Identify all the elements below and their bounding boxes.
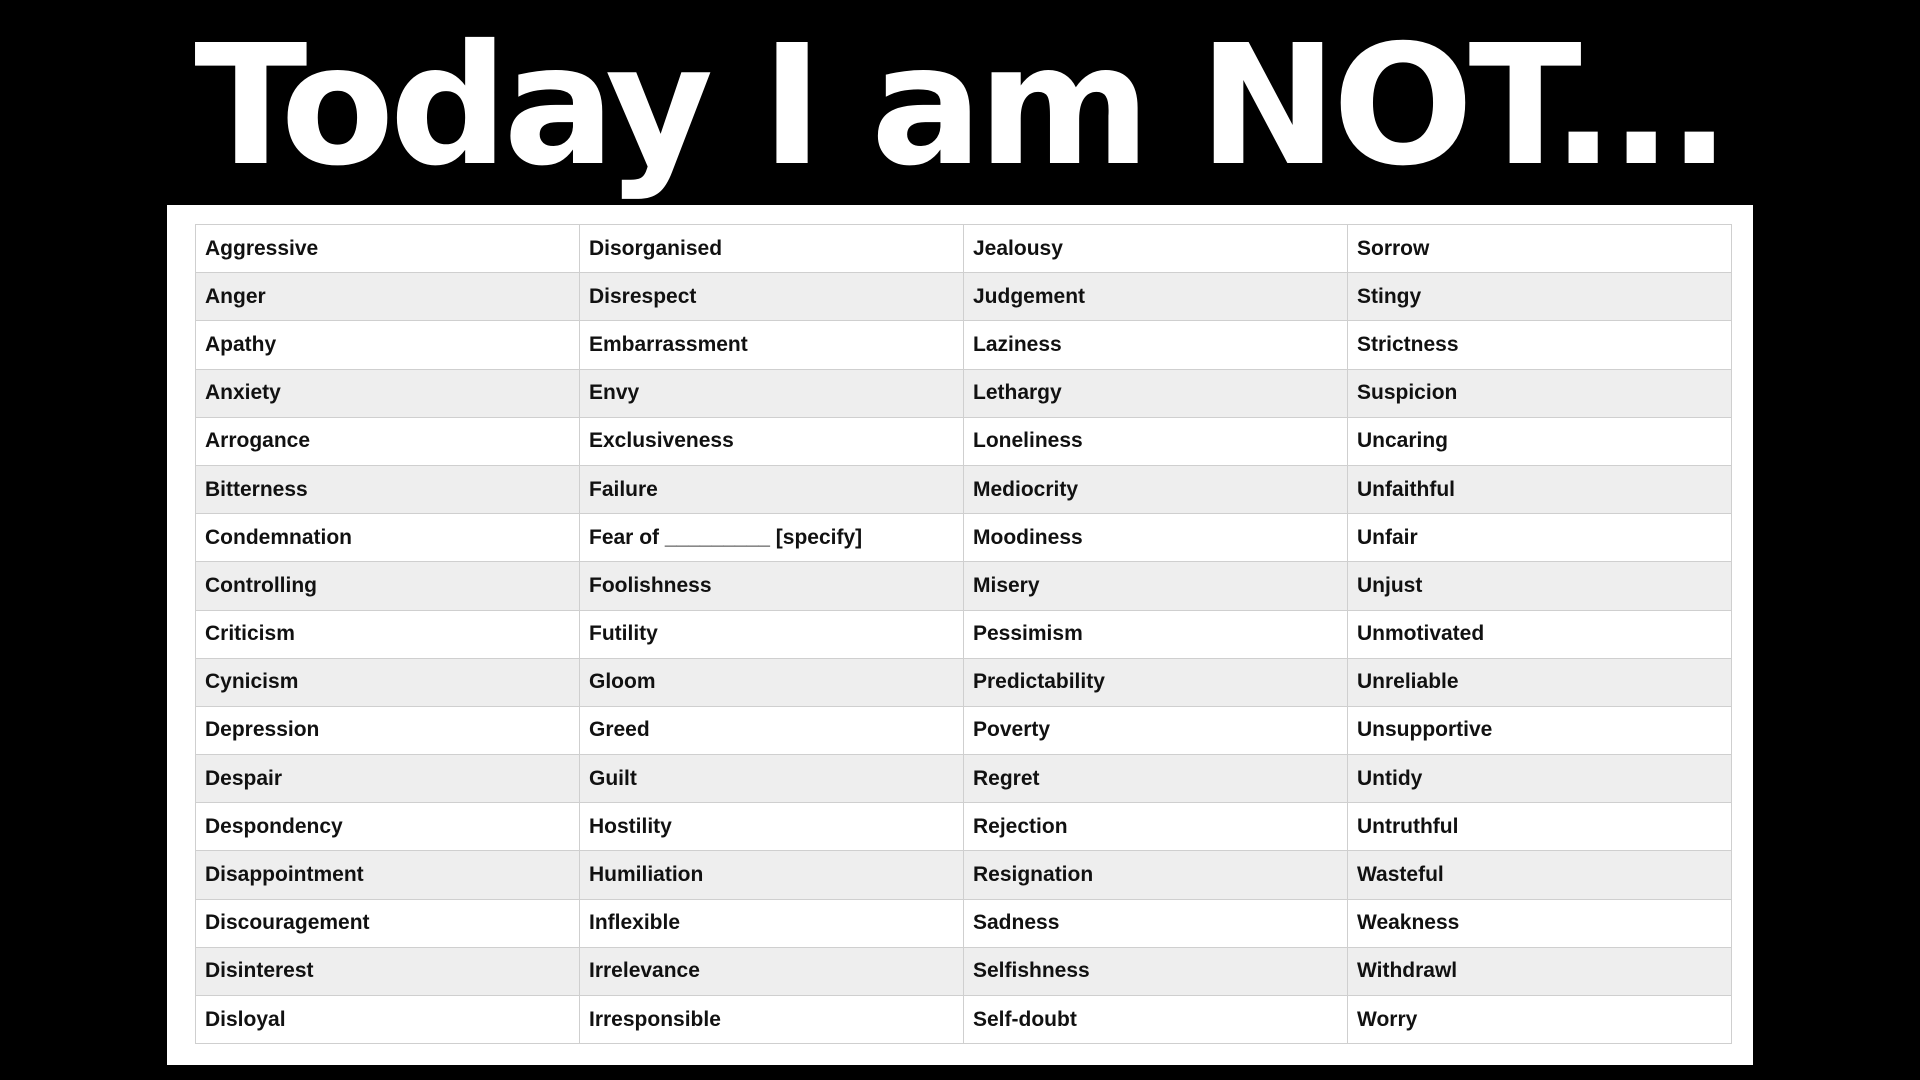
table-cell: Selfishness (964, 947, 1348, 995)
table-cell: Withdrawl (1348, 947, 1732, 995)
table-cell: Disrespect (580, 273, 964, 321)
table-cell: Lethargy (964, 369, 1348, 417)
table-cell: Despair (196, 755, 580, 803)
table-cell: Unfaithful (1348, 465, 1732, 513)
table-row (196, 706, 1732, 754)
table-cell: Disloyal (196, 996, 580, 1044)
table-cell: Stingy (1348, 273, 1732, 321)
table-cell: Untruthful (1348, 803, 1732, 851)
table-cell: Failure (580, 465, 964, 513)
table-row (196, 996, 1732, 1044)
table-cell: Unreliable (1348, 658, 1732, 706)
table-cell: Worry (1348, 996, 1732, 1044)
slide-title: Today I am NOT... (194, 10, 1726, 203)
table-cell: Untidy (1348, 755, 1732, 803)
table-row (196, 610, 1732, 658)
table-cell: Anxiety (196, 369, 580, 417)
table-row (196, 851, 1732, 899)
table-cell: Irresponsible (580, 996, 964, 1044)
table-cell: Futility (580, 610, 964, 658)
table-cell: Misery (964, 562, 1348, 610)
table-cell: Foolishness (580, 562, 964, 610)
table-cell: Depression (196, 706, 580, 754)
table-cell: Self-doubt (964, 996, 1348, 1044)
table-cell: Regret (964, 755, 1348, 803)
table-cell: Arrogance (196, 417, 580, 465)
table-row (196, 658, 1732, 706)
word-table (195, 224, 1732, 1044)
table-row (196, 321, 1732, 369)
table-cell: Unfair (1348, 514, 1732, 562)
table-cell: Sorrow (1348, 225, 1732, 273)
table-row (196, 225, 1732, 273)
table-cell: Disorganised (580, 225, 964, 273)
table-cell: Discouragement (196, 899, 580, 947)
table-cell: Aggressive (196, 225, 580, 273)
table-cell: Jealousy (964, 225, 1348, 273)
table-cell: Guilt (580, 755, 964, 803)
table-cell: Cynicism (196, 658, 580, 706)
table-cell: Suspicion (1348, 369, 1732, 417)
table-cell: Laziness (964, 321, 1348, 369)
table-cell: Gloom (580, 658, 964, 706)
word-table-panel (167, 205, 1753, 1065)
table-row (196, 369, 1732, 417)
table-row (196, 947, 1732, 995)
table-cell: Anger (196, 273, 580, 321)
table-cell: Rejection (964, 803, 1348, 851)
table-row (196, 562, 1732, 610)
table-cell: Disappointment (196, 851, 580, 899)
table-cell: Predictability (964, 658, 1348, 706)
table-cell: Weakness (1348, 899, 1732, 947)
table-cell: Hostility (580, 803, 964, 851)
table-cell: Irrelevance (580, 947, 964, 995)
table-row (196, 417, 1732, 465)
table-cell: Controlling (196, 562, 580, 610)
table-cell: Uncaring (1348, 417, 1732, 465)
table-row (196, 755, 1732, 803)
table-cell: Apathy (196, 321, 580, 369)
table-cell: Exclusiveness (580, 417, 964, 465)
table-cell: Fear of _________ [specify] (580, 514, 964, 562)
word-table-body (196, 225, 1732, 1044)
table-cell: Unmotivated (1348, 610, 1732, 658)
table-cell: Condemnation (196, 514, 580, 562)
table-cell: Disinterest (196, 947, 580, 995)
table-cell: Resignation (964, 851, 1348, 899)
table-cell: Poverty (964, 706, 1348, 754)
table-cell: Greed (580, 706, 964, 754)
table-cell: Despondency (196, 803, 580, 851)
table-cell: Humiliation (580, 851, 964, 899)
table-cell: Envy (580, 369, 964, 417)
table-cell: Unjust (1348, 562, 1732, 610)
table-cell: Judgement (964, 273, 1348, 321)
table-cell: Sadness (964, 899, 1348, 947)
table-cell: Strictness (1348, 321, 1732, 369)
table-cell: Unsupportive (1348, 706, 1732, 754)
table-cell: Moodiness (964, 514, 1348, 562)
table-cell: Bitterness (196, 465, 580, 513)
table-row (196, 514, 1732, 562)
table-row (196, 273, 1732, 321)
table-row (196, 803, 1732, 851)
table-row (196, 465, 1732, 513)
table-cell: Embarrassment (580, 321, 964, 369)
table-cell: Mediocrity (964, 465, 1348, 513)
table-cell: Loneliness (964, 417, 1348, 465)
table-cell: Wasteful (1348, 851, 1732, 899)
table-cell: Pessimism (964, 610, 1348, 658)
table-cell: Criticism (196, 610, 580, 658)
table-cell: Inflexible (580, 899, 964, 947)
table-row (196, 899, 1732, 947)
